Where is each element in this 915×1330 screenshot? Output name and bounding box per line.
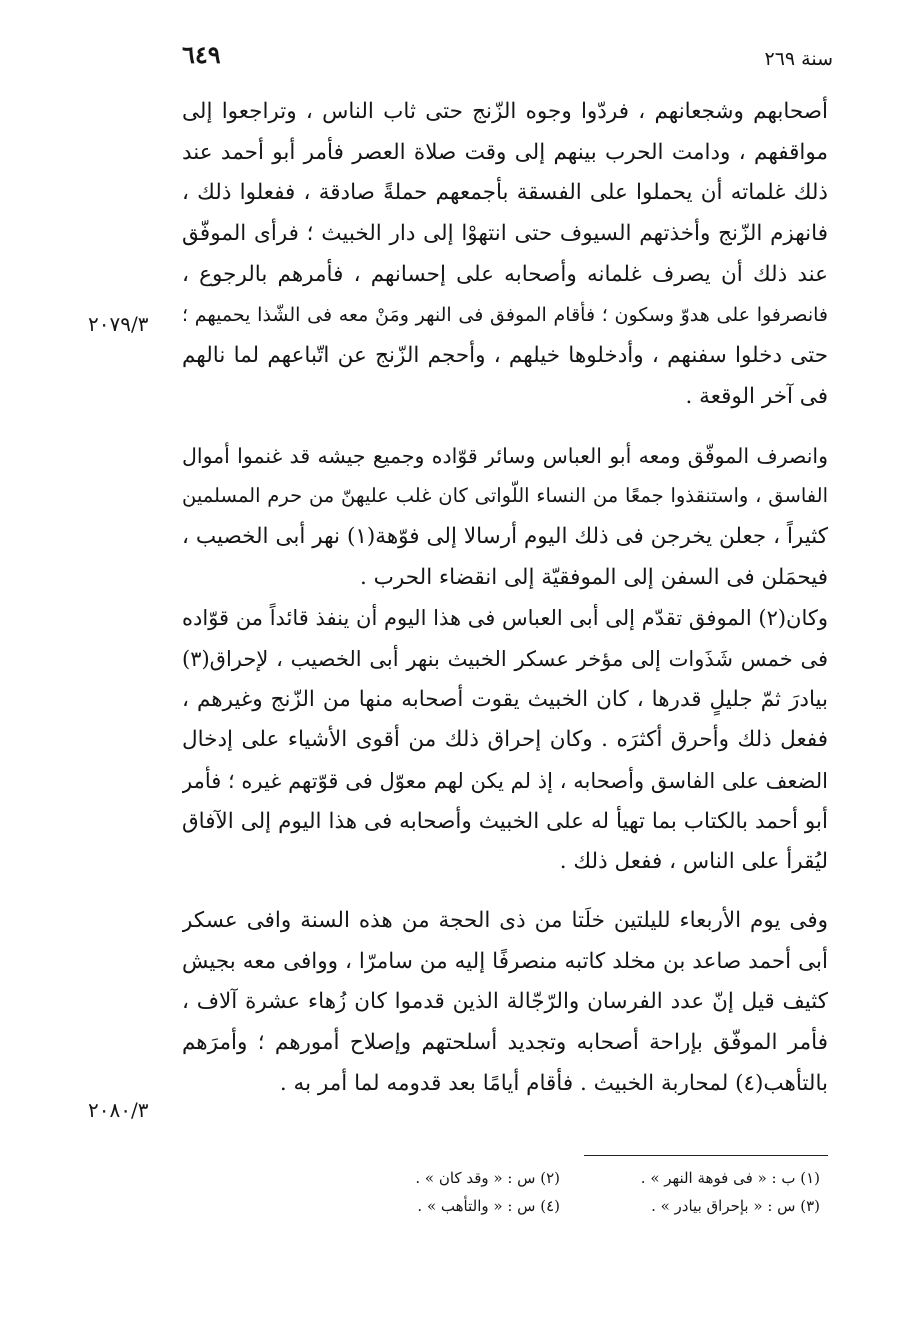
text-line: فانصرفوا على هدوّ وسكون ؛ فأقام الموفق فى النهر ومَنْ معه فى الشّذا يحميهم ؛ bbox=[182, 304, 828, 327]
paragraph bbox=[182, 598, 828, 883]
main-text bbox=[182, 92, 828, 1105]
paragraph bbox=[182, 901, 828, 1104]
text-line: فى آخر الوقعة . bbox=[685, 383, 828, 409]
text-line: أبى أحمد صاعد بن مخلد كاتبه منصرفًا إليه من سامرّا ، ووافى معه بجيش bbox=[182, 948, 828, 974]
text-line: بالتأهب(٤) لمحاربة الخبيث . فأقام أيامًا بعد قدومه لما أمر به . bbox=[279, 1070, 828, 1096]
text-line: فى خمس شَذَوات إلى مؤخر عسكر الخبيث بنهر أبى الخصيب ، لإحراق(٣) bbox=[182, 646, 828, 671]
text-line: مواقفهم ، ودامت الحرب بينهم إلى وقت صلاة العصر فأمر أبو أحمد عند bbox=[182, 139, 828, 165]
paragraph-spacer bbox=[182, 418, 828, 436]
text-line: فانهزم الزّنج وأخذتهم السيوف حتى انتهوْا إلى دار الخبيث ؛ فرأى الموفّق bbox=[182, 221, 828, 247]
running-header-year: سنة ٢٦٩ bbox=[764, 48, 833, 70]
footnote: (١) ب : « فى فوهة النهر » . bbox=[640, 1169, 820, 1187]
text-line: الفاسق ، واستنقذوا جمعًا من النساء اللّواتى كان غلب عليهنّ من حرم المسلمين bbox=[182, 484, 828, 508]
text-line: أبو أحمد بالكتاب بما تهيأ له على الخبيث وأصحابه فى هذا اليوم إلى الآفاق bbox=[182, 808, 828, 834]
page-number: ٦٤٩ bbox=[182, 40, 221, 69]
text-line: وانصرف الموفّق ومعه أبو العباس وسائر قوّاده وجميع جيشه قد غنموا أموال bbox=[182, 443, 828, 468]
paragraph bbox=[182, 92, 828, 418]
margin-reference: ٢٠٧٩/٣ bbox=[88, 312, 149, 336]
text-line: ليُقرأ على الناس ، ففعل ذلك . bbox=[559, 849, 828, 875]
text-line: كثيراً ، جعلن يخرجن فى ذلك اليوم أرسالا إلى فوّهة(١) نهر أبى الخصيب ، bbox=[182, 523, 828, 549]
footnote-divider bbox=[584, 1155, 828, 1156]
text-line: حتى دخلوا سفنهم ، وأدخلوها خيلهم ، وأحجم الزّنج عن اتّباعهم لما نالهم bbox=[182, 343, 828, 369]
text-line: ذلك غلماته أن يحملوا على الفسقة بأجمعهم حملةً صادقة ، ففعلوا ذلك ، bbox=[182, 180, 828, 206]
footnote: (٤) س : « والتأهب » . bbox=[417, 1197, 560, 1215]
paragraph-spacer bbox=[182, 883, 828, 901]
text-line: ففعل ذلك وأحرق أكثرَه . وكان إحراق ذلك من أقوى الأشياء على إدخال bbox=[182, 727, 828, 753]
paragraph bbox=[182, 436, 828, 599]
footnote-row bbox=[300, 1192, 820, 1220]
margin-reference: ٢٠٨٠/٣ bbox=[88, 1098, 149, 1122]
text-line: فيحمَلن فى السفن إلى الموفقيّة إلى انقضاء الحرب . bbox=[360, 564, 828, 590]
footnotes bbox=[300, 1164, 820, 1220]
footnote: (٢) س : « وقد كان » . bbox=[415, 1169, 560, 1187]
text-line: بيادرَ ثمّ جليلٍ قدرها ، كان الخبيث يقوت أصحابه منها من الزّنج وغيرهم ، bbox=[182, 686, 828, 712]
text-line: الضعف على الفاسق وأصحابه ، إذ لم يكن لهم معوّل فى قوّتهم غيره ؛ فأمر bbox=[182, 769, 828, 793]
text-line: وكان(٢) الموفق تقدّم إلى أبى العباس فى هذا اليوم أن ينفذ قائداً من قوّاده bbox=[182, 606, 828, 631]
text-line: عند ذلك أن يصرف غلمانه وأصحابه على إحسانهم ، فأمرهم بالرجوع ، bbox=[182, 261, 828, 287]
footnote-row bbox=[300, 1164, 820, 1192]
text-line: فأمر الموفّق بإراحة أصحابه وتجديد أسلحتهم وإصلاح أمورهم ؛ وأمرَهم bbox=[182, 1030, 828, 1056]
text-line: كثيف قيل إنّ عدد الفرسان والرّجّالة الذين قدموا كان زُهاء عشرة آلاف ، bbox=[182, 989, 828, 1015]
text-line: وفى يوم الأربعاء لليلتين خلَتا من ذى الحجة من هذه السنة وافى عسكر bbox=[182, 908, 828, 934]
text-line: أصحابهم وشجعانهم ، فردّوا وجوه الزّنج حتى ثاب الناس ، وتراجعوا إلى bbox=[182, 99, 828, 124]
footnote: (٣) س : « بإحراق بيادر » . bbox=[651, 1197, 820, 1215]
